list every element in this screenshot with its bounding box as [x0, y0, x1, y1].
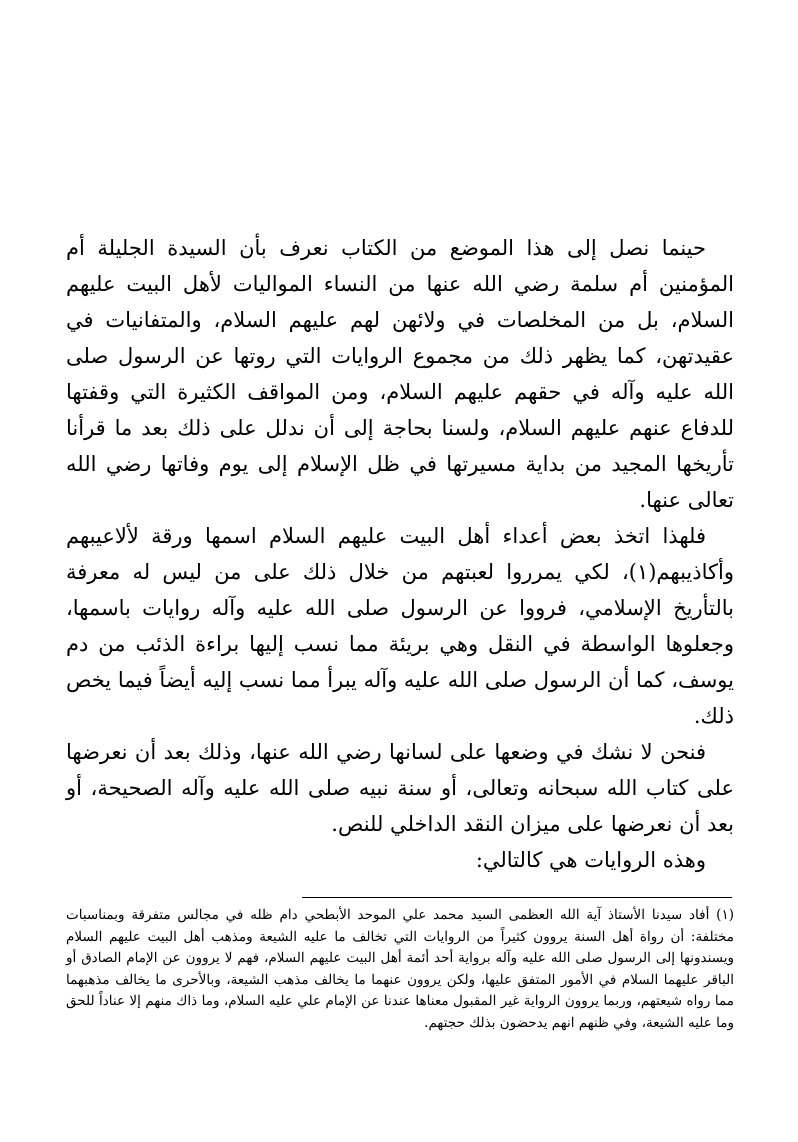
footnotes: [66, 905, 734, 1034]
paragraph-1: حينما نصل إلى هذا الموضع من الكتاب نعرف بأن السيدة الجليلة أم المؤمنين أم سلمة رضي الله عنها من النساء المواليات لأهل البيت عليهم السلام، بل من المخلصات في ولائهن لهم عليهم السلام، والمتفانيات في عقيدتهن، كما يظهر ذلك من مجموع الروايات التي روتها عن الرسول صلى الله عليه وآله في حقهم عليهم السلام، ومن المواقف الكثيرة التي وقفتها للدفاع عنهم عليهم السلام، ولسنا بحاجة إلى أن ندلل على ذلك بعد ما قرأنا تأريخها المجيد من بداية مسيرتها في ظل الإسلام إلى يوم وفاتها رضي الله تعالى عنها.: [66, 236, 734, 512]
main-text: [66, 230, 734, 878]
paragraph-3: فنحن لا نشك في وضعها على لسانها رضي الله عنها، وذلك بعد أن نعرضها على كتاب الله سبحانه وتعالى، أو سنة نبيه صلى الله عليه وآله الصحيحة، أو بعد أن نعرضها على ميزان النقد الداخلي للنص.: [66, 740, 734, 836]
footnote-1: (١) أفاد سيدنا الأستاذ آية الله العظمى السيد محمد علي الموحد الأبطحي دام ظله في مجالس متفرقة وبمناسبات مختلفة: أن رواة أهل السنة يروون كثيراً من الروايات التي تخالف ما عليه الشيعة ومذهب أهل البيت عليهم السلام ويسندونها إلى الرسول صلى الله عليه وآله برواية أحد أئمة أهل البيت عليهم السلام، فهم لا يروون عن الإمام الصادق أو الباقر عليهما السلام في الأمور المتفق عليها، ولكن يروون عنهما ما يخالف مذهب الشيعة، وبالأحرى ما يخالف مذهبهما مما رواه شيعتهم، وربما يروون الرواية غير المقبول معناها عندنا عن الإمام علي عليه السلام، وما ذاك منهم إلا عناداً للحق وما عليه الشيعة، وفي ظنهم انهم يدحضون بذلك حجتهم.: [66, 907, 734, 1031]
footnote-separator: [302, 897, 732, 898]
paragraph-4: وهذه الروايات هي كالتالي:: [475, 848, 706, 872]
paragraph-2: فلهذا اتخذ بعض أعداء أهل البيت عليهم السلام اسمها ورقة لألاعيبهم وأكاذيبهم(١)، لكي يمرروا لعبتهم من خلال ذلك على من ليس له معرفة بالتأريخ الإسلامي، فرووا عن الرسول صلى الله عليه وآله روايات باسمها، وجعلوها الواسطة في النقل وهي بريئة مما نسب إليها براءة الذئب من دم يوسف، كما أن الرسول صلى الله عليه وآله يبرأ مما نسب إليه أيضاً فيما يخص ذلك.: [66, 524, 734, 728]
